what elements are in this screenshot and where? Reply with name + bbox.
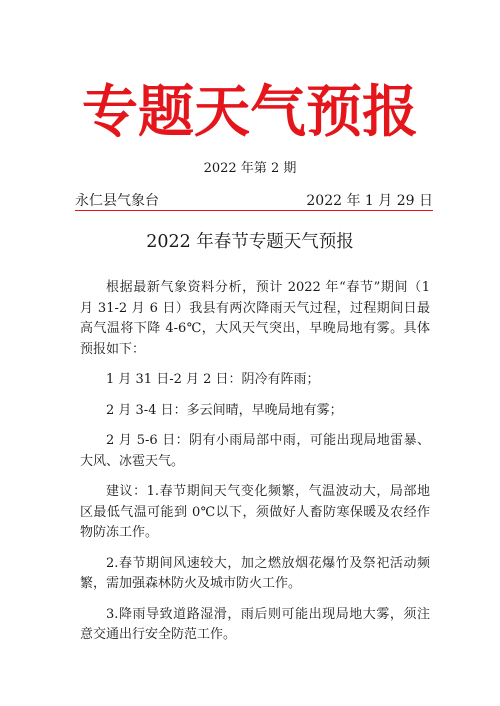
forecast-item: 1 月 31 日-2 月 2 日：阴冷有阵雨； bbox=[106, 372, 320, 387]
header-divider bbox=[75, 210, 433, 211]
issue-number: 2022 年第 2 期 bbox=[203, 161, 297, 176]
document-title: 2022 年春节专题天气预报 bbox=[146, 232, 354, 252]
organization-name: 永仁县气象台 bbox=[75, 193, 159, 209]
intro-paragraph: 根据最新气象资料分析，预计 2022 年“春节”期间（1 月 31-2 月 6 日）我县有两次降雨天气过程，过程期间日最高气温将下降 4-6℃，大风天气突出，早晚局地有雾。具体预报如下： bbox=[80, 280, 430, 357]
masthead-title: 专题天气预报 bbox=[82, 80, 418, 145]
forecast-item: 2 月 5-6 日：阴有小雨局部中雨，可能出现局地雷暴、大风、冰雹天气。 bbox=[80, 433, 430, 469]
advice-paragraph: 3.降雨导致道路湿滑，雨后则可能出现局地大雾，须注意交通出行安全防范工作。 bbox=[80, 606, 430, 642]
advice-paragraph: 建议：1.春节期间天气变化频繁，气温波动大，局部地区最低气温可能到 0℃以下，须做好人畜防寒保暖及农经作物防冻工作。 bbox=[80, 484, 430, 540]
forecast-item: 2 月 3-4 日：多云间晴，早晚局地有雾； bbox=[106, 402, 343, 418]
advice-paragraph: 2.春节期间风速较大，加之燃放烟花爆竹及祭祀活动频繁，需加强森林防火及城市防火工作。 bbox=[80, 555, 430, 591]
document-body bbox=[80, 278, 430, 646]
publish-date: 2022 年 1 月 29 日 bbox=[306, 193, 433, 209]
